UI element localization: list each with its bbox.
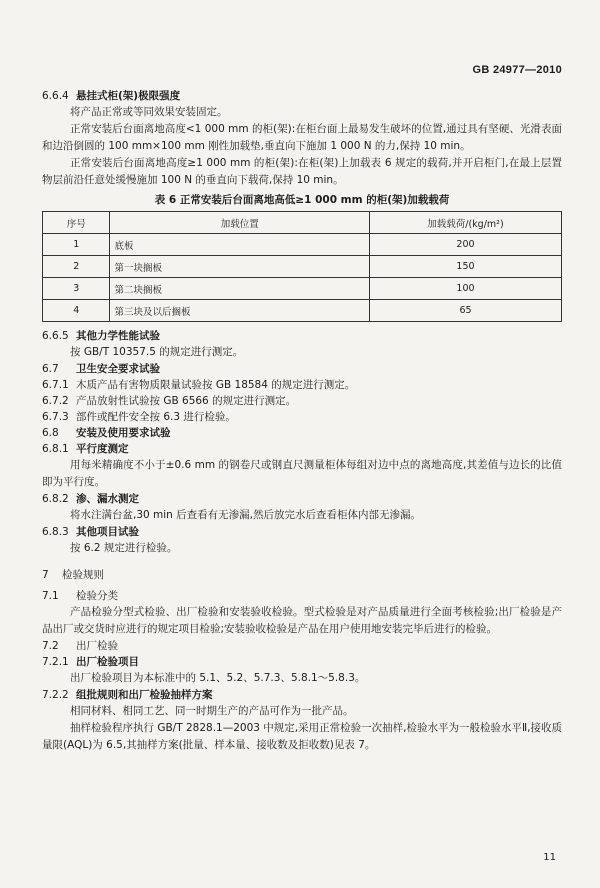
section-heading-6-8-3: 6.8.3 其他项目试验 [42, 526, 139, 538]
paragraph: 用每米精确度不小于±0.6 mm 的钢卷尺或钢直尺测量柜体每组对边中点的离地高度,其差值与边长的比值即为平行度。 [42, 459, 562, 488]
section-heading-7-2-1: 7.2.1 出厂检验项目 [42, 656, 139, 668]
section-heading-6-8-2: 6.8.2 渗、漏水测定 [42, 493, 139, 505]
table-cell: 65 [369, 300, 561, 322]
table-cell: 150 [369, 256, 561, 278]
clause-6-7-3: 6.7.3 部件或配件安全按 6.3 进行检验。 [42, 411, 236, 423]
section-heading-7-2: 7.2 出厂检验 [42, 640, 118, 652]
table-row [43, 256, 562, 278]
table-cell: 第二块搁板 [110, 278, 370, 300]
table-header-row [43, 212, 562, 234]
table-cell: 第一块搁板 [110, 256, 370, 278]
table-6-caption: 表 6 正常安装后台面离地高低≥1 000 mm 的柜(架)加载载荷 [154, 194, 450, 206]
paragraph: 出厂检验项目为本标准中的 5.1、5.2、5.7.3、5.8.1～5.8.3。 [70, 672, 366, 684]
section-heading-6-6-4: 6.6.4 悬挂式柜(架)极限强度 [42, 90, 181, 102]
clause-6-7-1: 6.7.1 木质产品有害物质限量试验按 GB 18584 的规定进行测定。 [42, 379, 356, 391]
paragraph: 抽样检验程序执行 GB/T 2828.1—2003 中规定,采用正常检验一次抽样,检验水平为一般检验水平Ⅱ,接收质量限(AQL)为 6.5,其抽样方案(批量、样本量、接收数及拒收数)见表 7。 [42, 722, 562, 751]
column-header: 加载载荷/(kg/m²) [369, 212, 561, 234]
chapter-heading-7: 7 检验规则 [42, 569, 104, 581]
page-number: 11 [543, 852, 556, 863]
table-row [43, 234, 562, 256]
table-cell: 底板 [110, 234, 370, 256]
column-header: 序号 [43, 212, 110, 234]
table-cell: 1 [43, 234, 110, 256]
paragraph: 相同材料、相同工艺、同一时期生产的产品可作为一批产品。 [70, 705, 354, 717]
clause-6-7-2: 6.7.2 产品放射性试验按 GB 6566 的规定进行测定。 [42, 395, 297, 407]
table-cell: 100 [369, 278, 561, 300]
table-row [43, 278, 562, 300]
paragraph: 正常安装后台面离地高度<1 000 mm 的柜(架):在柜台面上最易发生破坏的位置,通过具有坚硬、光滑表面和边沿倒圆的 100 mm×100 mm 刚性加载垫,垂直向下施加 1 000 N 的力,保持 10 min。 [42, 123, 562, 152]
paragraph: 正常安装后台面离地高度≥1 000 mm 的柜(架):在柜(架)上加载表 6 规定的载荷,并开启柜门,在最上层置物层前沿任意处缓慢施加 100 N 的垂直向下载荷,保持 10 min。 [42, 157, 562, 186]
table-cell: 第三块及以后搁板 [110, 300, 370, 322]
page-content [42, 88, 562, 754]
table-cell: 2 [43, 256, 110, 278]
table-cell: 200 [369, 234, 561, 256]
section-heading-7-2-2: 7.2.2 组批规则和出厂检验抽样方案 [42, 689, 213, 701]
paragraph: 按 GB/T 10357.5 的规定进行测定。 [70, 346, 244, 358]
paragraph: 按 6.2 规定进行检验。 [70, 542, 178, 554]
paragraph: 将水注满台盆,30 min 后查看有无渗漏,然后放完水后查看柜体内部无渗漏。 [70, 509, 422, 521]
table-cell: 3 [43, 278, 110, 300]
section-heading-6-7: 6.7 卫生安全要求试验 [42, 363, 160, 375]
section-heading-7-1: 7.1 检验分类 [42, 590, 118, 602]
column-header: 加载位置 [110, 212, 370, 234]
section-heading-6-8: 6.8 安装及使用要求试验 [42, 427, 171, 439]
standard-number: GB 24977—2010 [472, 64, 562, 76]
table-cell: 4 [43, 300, 110, 322]
paragraph: 产品检验分型式检验、出厂检验和安装验收检验。型式检验是对产品质量进行全面考核检验;出厂检验是产品出厂或交货时应进行的规定项目检验;安装验收检验是产品在用户使用地安装完毕后进行的检验。 [42, 606, 562, 635]
section-heading-6-6-5: 6.6.5 其他力学性能试验 [42, 330, 160, 342]
table-6 [42, 211, 562, 322]
table-row [43, 300, 562, 322]
paragraph: 将产品正常或等同效果安装固定。 [70, 106, 228, 118]
section-heading-6-8-1: 6.8.1 平行度测定 [42, 443, 129, 455]
